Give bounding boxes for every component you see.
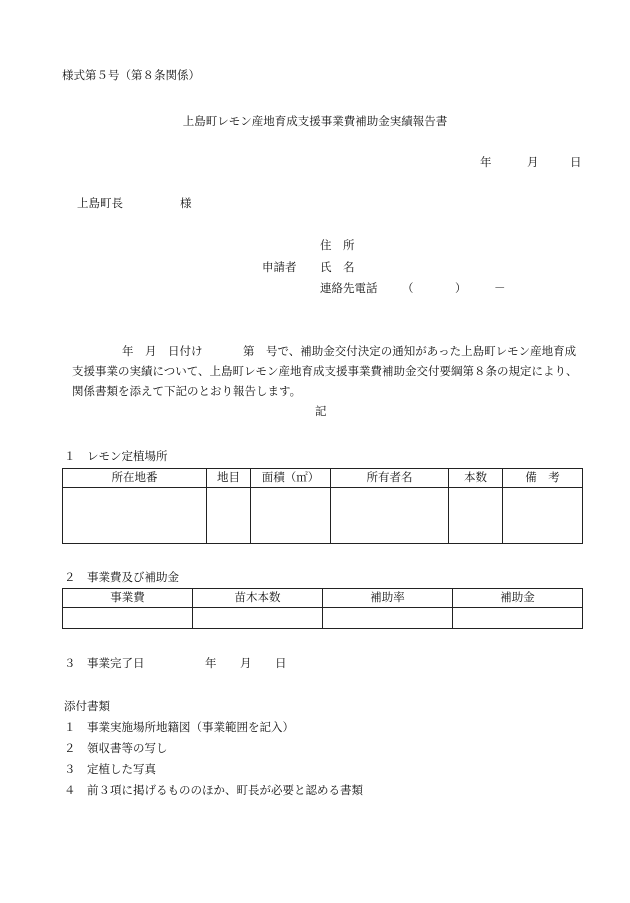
date-day: 日: [570, 155, 582, 169]
col-seedling-count: 苗木本数: [193, 589, 323, 608]
cell-subsidy-amount[interactable]: [453, 608, 583, 629]
section1-heading: １ レモン定植場所: [64, 449, 168, 463]
body-date-ref: 年 月 日付け: [122, 344, 203, 358]
cell-owner-name[interactable]: [331, 488, 449, 544]
phone-close-paren: ）: [455, 281, 467, 295]
cell-area[interactable]: [251, 488, 331, 544]
planting-location-table: [62, 468, 583, 544]
body-line-1: 第 号で、補助金交付決定の通知があった上島町レモン産地育成: [243, 344, 577, 358]
col-lot-number: 所在地番: [63, 469, 207, 488]
col-subsidy-amount: 補助金: [453, 589, 583, 608]
completion-day: 日: [275, 656, 287, 670]
table-row: [63, 608, 583, 629]
form-label: 様式第５号（第８条関係）: [62, 68, 200, 82]
col-owner-name: 所有者名: [331, 469, 449, 488]
cell-seedling-count[interactable]: [193, 608, 323, 629]
cell-remarks[interactable]: [503, 488, 583, 544]
list-item: ４ 前３項に掲げるもののほか、町長が必要と認める書類: [64, 783, 363, 797]
col-land-category: 地目: [207, 469, 251, 488]
phone-open-paren: （: [402, 281, 414, 295]
date-year: 年: [480, 155, 492, 169]
applicant-label: 申請者: [262, 260, 297, 274]
cell-subsidy-rate[interactable]: [323, 608, 453, 629]
table-row: [63, 488, 583, 544]
body-line-3: 関係書類を添えて下記のとおり報告します。: [72, 384, 302, 398]
list-item: ３ 定植した写真: [64, 762, 156, 776]
col-area: 面積（㎡）: [251, 469, 331, 488]
section2-heading: ２ 事業費及び補助金: [64, 570, 179, 584]
col-subsidy-rate: 補助率: [323, 589, 453, 608]
completion-year: 年: [205, 656, 217, 670]
phone-label: 連絡先電話: [320, 281, 378, 295]
name-label: 氏 名: [320, 260, 355, 274]
cell-project-cost[interactable]: [63, 608, 193, 629]
completion-month: 月: [240, 656, 252, 670]
ki-marker: 記: [315, 404, 327, 418]
address-label: 住 所: [320, 238, 355, 252]
addressee-name: 上島町長: [77, 196, 123, 210]
col-tree-count: 本数: [449, 469, 503, 488]
date-month: 月: [527, 155, 539, 169]
cell-land-category[interactable]: [207, 488, 251, 544]
cell-tree-count[interactable]: [449, 488, 503, 544]
cost-subsidy-table: [62, 588, 583, 629]
document-title: 上島町レモン産地育成支援事業費補助金実績報告書: [182, 114, 448, 128]
addressee-honorific: 様: [180, 196, 192, 210]
col-project-cost: 事業費: [63, 589, 193, 608]
cell-lot-number[interactable]: [63, 488, 207, 544]
section3-heading: ３ 事業完了日: [64, 656, 145, 670]
attachments-heading: 添付書類: [64, 699, 110, 713]
list-item: ２ 領収書等の写し: [64, 741, 168, 755]
body-line-2: 支援事業の実績について、上島町レモン産地育成支援事業費補助金交付要綱第８条の規定により、: [72, 364, 578, 378]
phone-dash: －: [494, 281, 506, 295]
col-remarks: 備 考: [503, 469, 583, 488]
list-item: １ 事業実施場所地籍図（事業範囲を記入）: [64, 720, 294, 734]
